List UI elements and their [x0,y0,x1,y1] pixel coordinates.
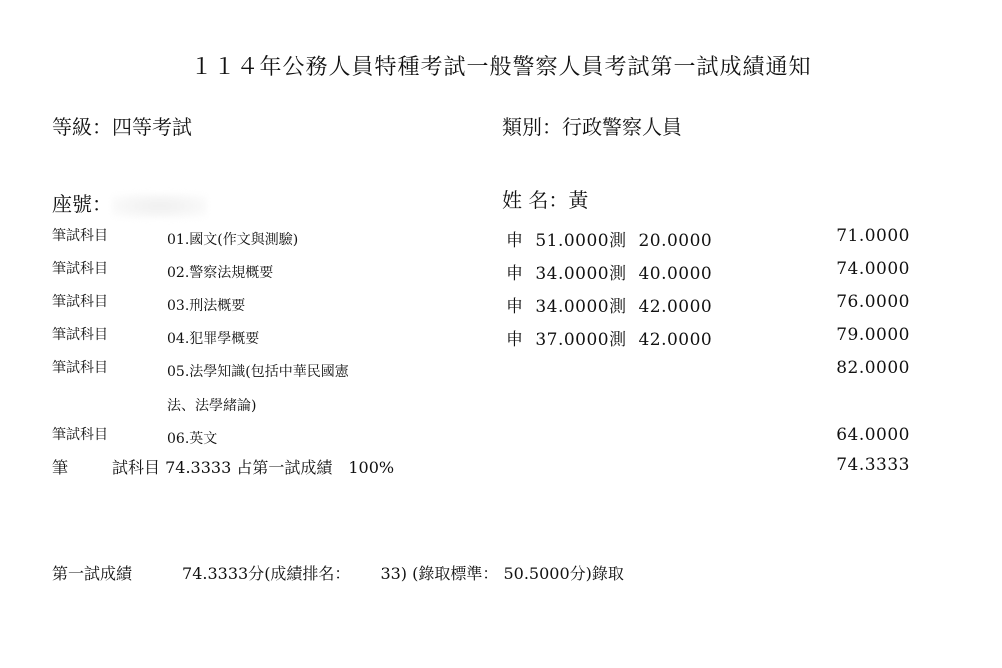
candidate-name-label: 姓 名： [502,188,569,212]
subject-score: 79.0000 [836,325,910,345]
exam-level-label: 等級： [52,115,112,139]
test-score: 20.0000 [638,231,713,251]
result-label: 第一試成績 [52,564,133,583]
subject-name: 03.刑法概要 [167,298,246,314]
essay-mark: 申 [506,330,524,350]
essay-mark: 申 [506,264,524,284]
test-score: 40.0000 [638,264,713,284]
subject-name: 04.犯罪學概要 [167,331,260,347]
summary-char: 筆 [52,458,69,477]
subject-part-scores [506,226,712,251]
subject-label: 筆試科目 [52,228,108,244]
test-mark: 測 [609,231,627,251]
rank-text: (成績排名： [264,564,351,583]
subject-part-scores [506,259,712,284]
subject-label: 筆試科目 [52,427,108,443]
subject-label: 筆試科目 [52,327,108,343]
subject-name: 01.國文(作文與測驗) [167,232,299,248]
admission-outcome: 錄取 [591,564,624,583]
subject-score: 82.0000 [836,358,910,378]
essay-score: 37.0000 [535,330,610,350]
test-mark: 測 [609,264,627,284]
subject-part-scores [506,292,712,317]
exam-category [502,111,682,140]
seat-number-label: 座號： [52,192,112,216]
rank-value: 33) [380,564,408,583]
essay-score: 34.0000 [535,297,610,317]
subject-score: 64.0000 [836,425,910,445]
test-mark: 測 [609,330,627,350]
notice-title: １１４年公務人員特種考試一般警察人員考試第一試成績通知 [190,55,812,80]
subject-part-scores [506,325,712,350]
candidate-name-value: 黃 [568,188,589,212]
subject-score: 71.0000 [836,226,910,246]
test-score: 42.0000 [638,330,713,350]
subject-label: 筆試科目 [52,360,108,376]
exam-level-value: 四等考試 [112,115,192,139]
redacted-seat-number [112,194,207,218]
summary-text: 試科目 74.3333 占第一試成績 100% [112,458,395,477]
subject-name: 06.英文 [167,431,218,447]
test-score: 42.0000 [638,297,713,317]
result-score: 74.3333分 [182,564,265,583]
essay-mark: 申 [506,231,524,251]
candidate-name [502,184,588,213]
exam-category-label: 類別： [502,115,562,139]
subject-label: 筆試科目 [52,294,108,310]
essay-mark: 申 [506,297,524,317]
subject-label: 筆試科目 [52,261,108,277]
essay-score: 51.0000 [535,231,610,251]
exam-category-value: 行政警察人員 [562,115,682,139]
essay-score: 34.0000 [535,264,610,284]
subject-score: 76.0000 [836,292,910,312]
subject-name: 02.警察法規概要 [167,265,274,281]
subject-name: 05.法學知識(包括中華民國憲 [167,364,349,380]
admission-standard: (錄取標準： 50.5000分) [412,564,592,583]
first-exam-result [52,561,624,584]
summary-score: 74.3333 [836,455,910,475]
seat-number [52,188,207,218]
exam-level [52,111,192,140]
test-mark: 測 [609,297,627,317]
subject-score: 74.0000 [836,259,910,279]
subject-name-continued: 法、法學緒論) [167,398,257,414]
